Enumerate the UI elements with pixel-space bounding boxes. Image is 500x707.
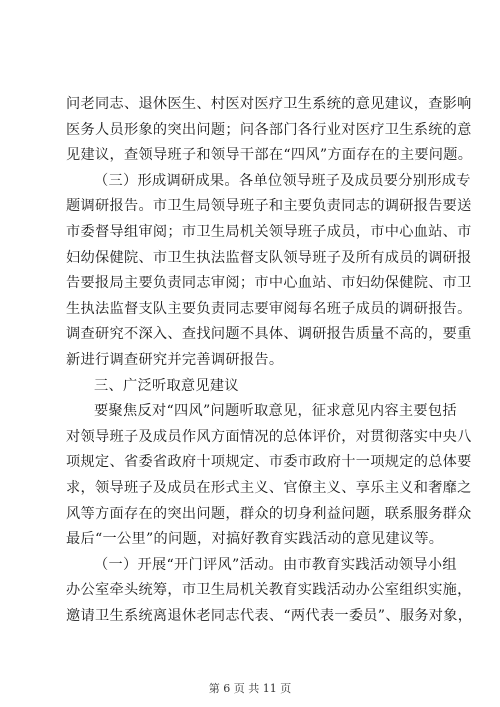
page-footer: 第 6 页 共 11 页 — [208, 682, 292, 695]
text-line: （三）形成调研成果。各单位领导班子及成员要分别形成专 — [94, 172, 471, 189]
text-line: 项规定、省委省政府十项规定、市委市政府十一项规定的总体要 — [66, 454, 472, 471]
text-line: 三、广泛听取意见建议 — [94, 377, 239, 394]
text-line: 邀请卫生系统离退休老同志代表、“两代表一委员”、服务对象， — [66, 607, 473, 624]
text-line: 生执法监督支队主要负责同志要审阅每名班子成员的调研报告。 — [66, 300, 472, 317]
text-line: 市委督导组审阅；市卫生局机关领导班子成员，市中心血站、市 — [66, 223, 472, 240]
text-line: 新进行调查研究并完善调研报告。 — [66, 351, 284, 368]
body-text — [66, 92, 473, 629]
text-line: 求，领导班子及成员在形式主义、官僚主义、享乐主义和奢靡之 — [66, 479, 472, 496]
text-line: 见建议，查领导班子和领导干部在“四风”方面存在的主要问题。 — [66, 147, 473, 164]
text-line: 妇幼保健院、市卫生执法监督支队领导班子及所有成员的调研报 — [66, 249, 472, 266]
text-line: （一）开展“开门评风”活动。由市教育实践活动领导小组 — [94, 556, 457, 573]
text-line: 最后“一公里”的问题，对搞好教育实践活动的意见建议等。 — [66, 531, 444, 548]
text-line: 调查研究不深入、查找问题不具体、调研报告质量不高的，要重 — [66, 326, 472, 343]
text-line: 题调研报告。市卫生局领导班子和主要负责同志的调研报告要送 — [66, 198, 472, 215]
text-line: 办公室牵头统筹，市卫生局机关教育实践活动办公室组织实施， — [66, 582, 472, 599]
text-line: 要聚焦反对“四风”问题听取意见，征求意见内容主要包括 — [94, 403, 457, 420]
text-line: 告要报局主要负责同志审阅；市中心血站、市妇幼保健院、市卫 — [66, 275, 472, 292]
text-line: 医务人员形象的突出问题；问各部门各行业对医疗卫生系统的意 — [66, 121, 472, 138]
text-line: 风等方面存在的突出问题，群众的切身利益问题，联系服务群众 — [66, 505, 472, 522]
text-line: 问老同志、退休医生、村医对医疗卫生系统的意见建议，查影响 — [66, 96, 472, 112]
text-line: 对领导班子及成员作风方面情况的总体评价，对贯彻落实中央八 — [66, 428, 472, 445]
